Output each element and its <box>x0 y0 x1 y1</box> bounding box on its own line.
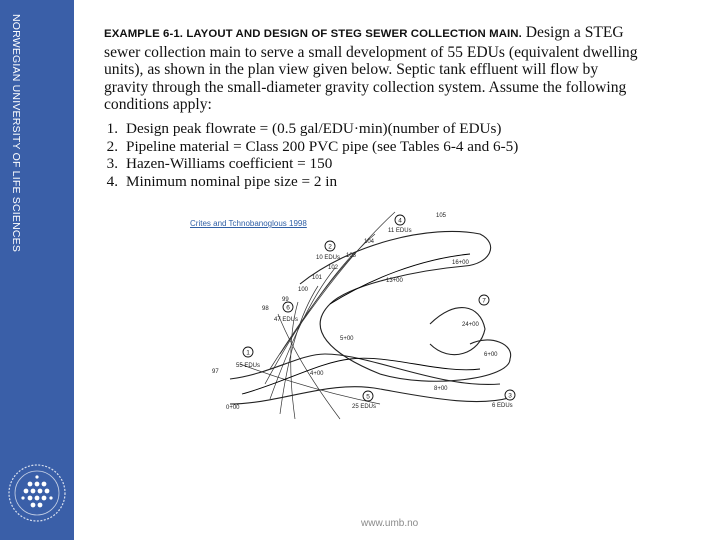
node-edus-label: 47 EDUs <box>274 317 299 323</box>
condition-item: 2. Pipeline material = Class 200 PVC pipe (see Tables 6-4 and 6-5) <box>106 137 519 155</box>
contour-label: 102 <box>328 265 339 271</box>
station-label: 0+00 <box>226 405 240 411</box>
contour-label: 99 <box>282 297 289 303</box>
station-label: 8+00 <box>434 386 448 392</box>
institution-name: NORWEGIAN UNIVERSITY OF LIFE SCIENCES <box>10 14 22 253</box>
node-edus-label: 11 EDUs <box>388 228 412 234</box>
condition-item: 4. Minimum nominal pipe size = 2 in <box>106 172 338 190</box>
station-label: 24+00 <box>462 322 479 328</box>
contour-label: 105 <box>436 213 447 219</box>
node-edus-label: 25 EDUs <box>352 404 377 410</box>
sewer-plan-view-diagram <box>180 204 534 426</box>
sidebar-band <box>0 0 74 540</box>
footer-url[interactable]: www.umb.no <box>361 518 419 529</box>
contour-label: 103 <box>346 253 357 259</box>
node-edus-label: 10 EDUs <box>316 255 341 261</box>
node-id: 5 <box>366 393 370 401</box>
node-edus-label: 55 EDUs <box>236 363 261 369</box>
contour-label: 98 <box>262 306 269 312</box>
conditions-list <box>96 120 518 190</box>
station-label: 5+00 <box>340 336 354 342</box>
contour-label: 97 <box>212 369 219 375</box>
node-id: 1 <box>246 349 250 357</box>
example-paragraph <box>104 24 644 114</box>
contour-line <box>278 314 340 419</box>
contour-label: 101 <box>312 275 323 281</box>
contour-label: 104 <box>364 239 375 245</box>
textbook-excerpt <box>96 16 654 192</box>
station-label: 6+00 <box>484 352 498 358</box>
university-seal-logo <box>6 462 68 524</box>
node-id: 6 <box>286 304 290 312</box>
condition-item: 3. Hazen-Williams coefficient = 150 <box>106 155 333 173</box>
condition-item: 1. Design peak flowrate = (0.5 gal/EDU·min)(number of EDUs) <box>106 120 502 137</box>
station-label: 16+00 <box>452 260 469 266</box>
node-id: 4 <box>398 217 402 225</box>
figure-citation[interactable]: Crites and Tchnobanoglous 1998 <box>190 219 307 228</box>
example-heading: EXAMPLE 6-1. LAYOUT AND DESIGN OF STEG SEWER COLLECTION MAIN. <box>104 28 522 40</box>
node-id: 7 <box>482 297 486 305</box>
example-body: Design a STEG sewer collection main to serve a small development of 55 EDUs (equivalent dwelling units), as shown in the plan view given below. Septic tank effluent will flow by gravity through the small-diameter gravity collection system. Assume the following conditions apply: <box>104 24 638 114</box>
station-label: 13+00 <box>386 278 403 284</box>
station-label: 4+00 <box>310 371 324 377</box>
node-id: 2 <box>328 243 332 251</box>
node-id: 3 <box>508 392 512 400</box>
collection-corridor <box>430 308 485 355</box>
node-edus-label: 6 EDUs <box>492 403 513 409</box>
collection-corridor <box>300 231 511 381</box>
contour-label: 100 <box>298 287 309 293</box>
